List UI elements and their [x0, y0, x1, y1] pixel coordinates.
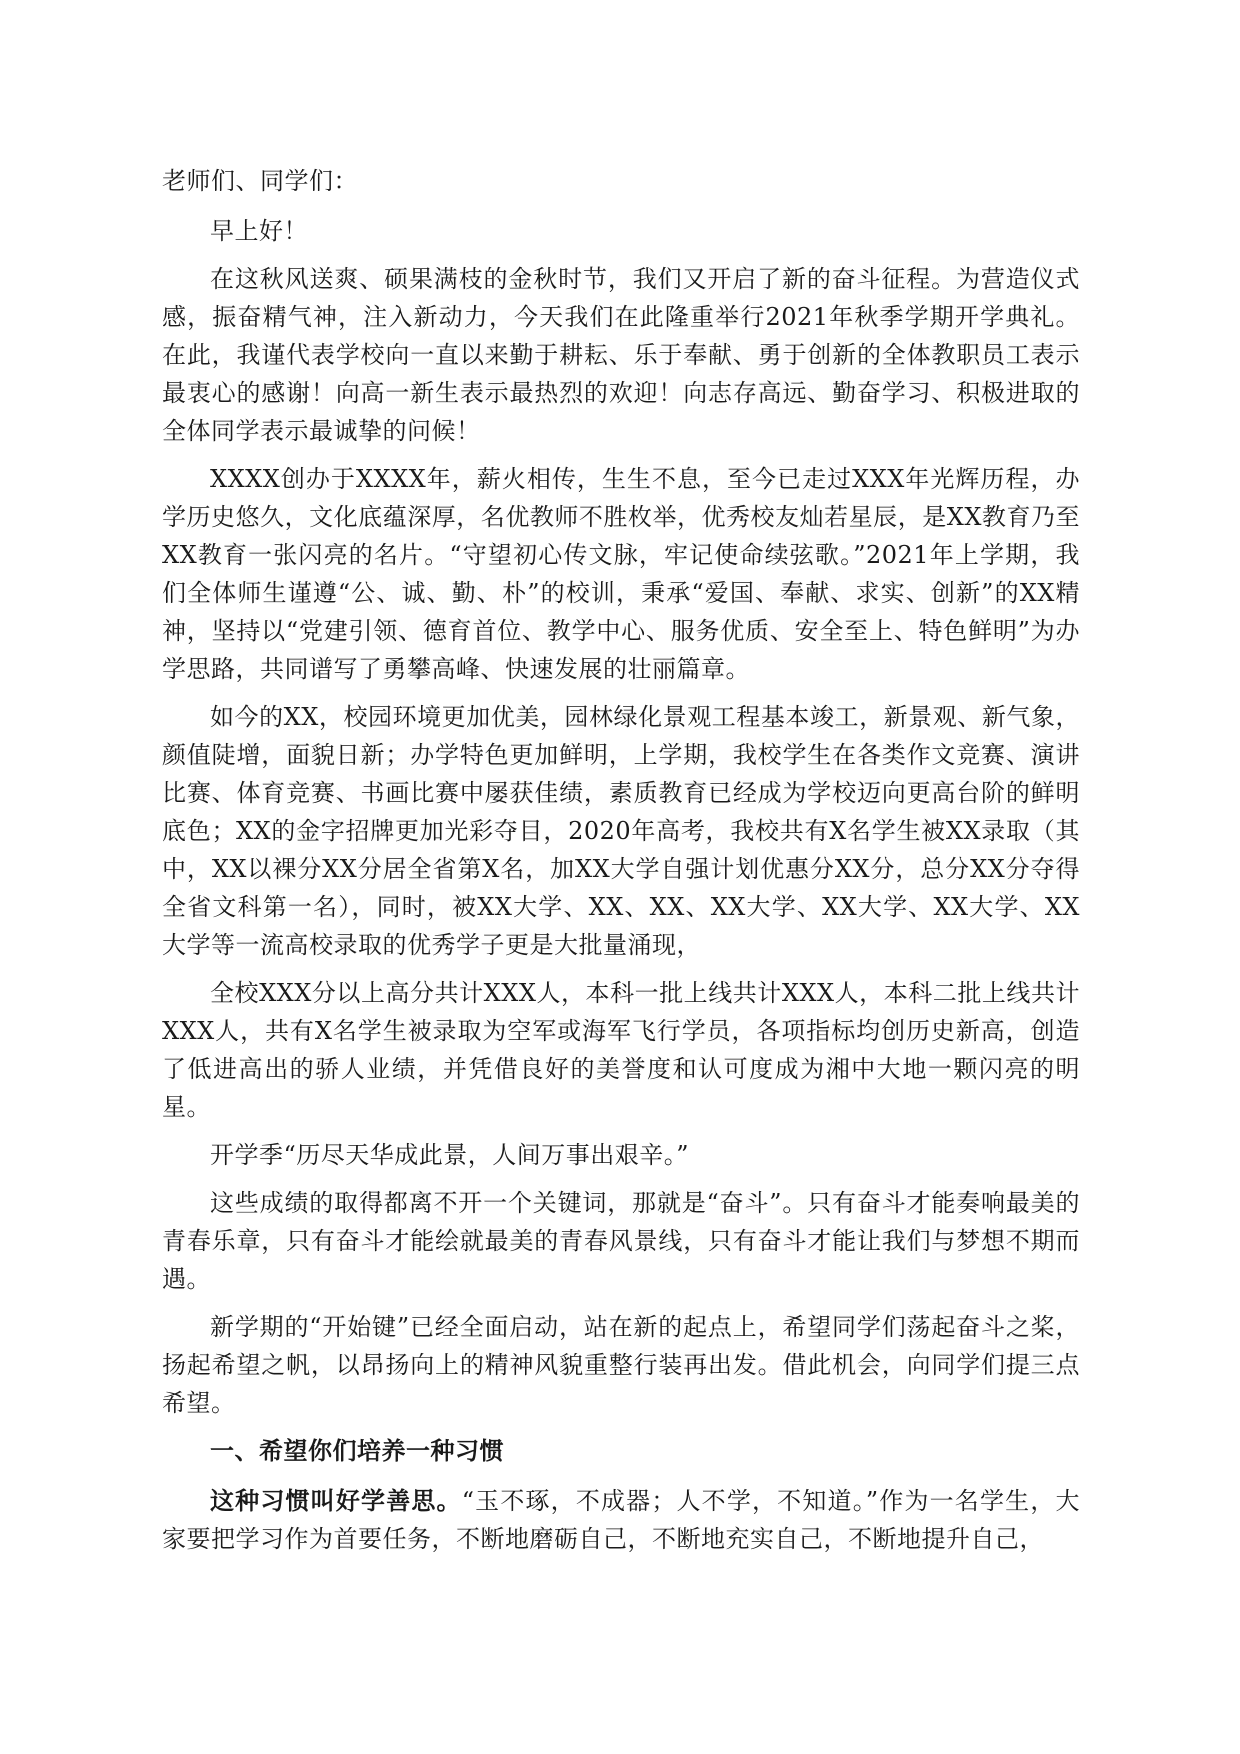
paragraph-exam-results: 全校XXX分以上高分共计XXX人，本科一批上线共计XXX人，本科二批上线共计XXX人，共有X名学生被录取为空军或海军飞行学员，各项指标均创历史新高，创造了低进高出的骄人业绩，并凭借良好的美誉度和认可度成为湘中大地一颗闪亮的明星。 [162, 979, 1080, 1121]
paragraph-habit [162, 1482, 1080, 1558]
greeting: 早上好！ [210, 217, 308, 245]
salutation: 老师们、同学们： [162, 167, 358, 195]
paragraph-achievements: 如今的XX，校园环境更加优美，园林绿化景观工程基本竣工，新景观、新气象，颜值陡增，面貌日新；办学特色更加鲜明，上学期，我校学生在各类作文竞赛、演讲比赛、体育竞赛、书画比赛中屡获佳绩，素质教育已经成为学校迈向更高台阶的鲜明底色；XX的金字招牌更加光彩夺目，2020年高考，我校共有X名学生被XX录取（其中，XX以裸分XX分居全省第X名，加XX大学自强计划优惠分XX分，总分XX分夺得全省文科第一名），同时，被XX大学、XX、XX、XX大学、XX大学、XX大学、XX大学等一流高校录取的优秀学子更是大批量涌现， [162, 703, 1080, 959]
section-heading: 一、希望你们培养一种习惯 [210, 1436, 504, 1465]
paragraph-habit-text: “玉不琢，不成器；人不学，不知道。”作为一名学生，大家要把学习作为首要任务，不断地磨砺自己，不断地充实自己，不断地提升自己， [162, 1487, 1080, 1553]
paragraph-school-history: XXXX创办于XXXX年，薪火相传，生生不息，至今已走过XXX年光辉历程，办学历史悠久，文化底蕴深厚，名优教师不胜枚举，优秀校友灿若星辰，是XX教育乃至XX教育一张闪亮的名片。“守望初心传文脉，牢记使命续弦歌。”2021年上学期，我们全体师生谨遵“公、诚、勤、朴”的校训，秉承“爱国、奉献、求实、创新”的XX精神，坚持以“党建引领、德育首位、教学中心、服务优质、安全至上、特色鲜明”为办学思路，共同谱写了勇攀高峰、快速发展的壮丽篇章。 [162, 465, 1080, 683]
paragraph-habit-lead: 这种习惯叫好学善思。 [210, 1486, 462, 1515]
document-page [162, 162, 1080, 1568]
paragraph-quote: 开学季“历尽天华成此景，人间万事出艰辛。” [210, 1141, 690, 1169]
paragraph-new-semester: 新学期的“开始键”已经全面启动，站在新的起点上，希望同学们荡起奋斗之桨，扬起希望之帆，以昂扬向上的精神风貌重整行装再出发。借此机会，向同学们提三点希望。 [162, 1313, 1080, 1417]
paragraph-struggle: 这些成绩的取得都离不开一个关键词，那就是“奋斗”。只有奋斗才能奏响最美的青春乐章，只有奋斗才能绘就最美的青春风景线，只有奋斗才能让我们与梦想不期而遇。 [162, 1189, 1080, 1293]
paragraph-opening: 在这秋风送爽、硕果满枝的金秋时节，我们又开启了新的奋斗征程。为营造仪式感，振奋精气神，注入新动力，今天我们在此隆重举行2021年秋季学期开学典礼。在此，我谨代表学校向一直以来勤于耕耘、乐于奉献、勇于创新的全体教职员工表示最衷心的感谢！向高一新生表示最热烈的欢迎！向志存高远、勤奋学习、积极进取的全体同学表示最诚挚的问候！ [162, 265, 1080, 445]
